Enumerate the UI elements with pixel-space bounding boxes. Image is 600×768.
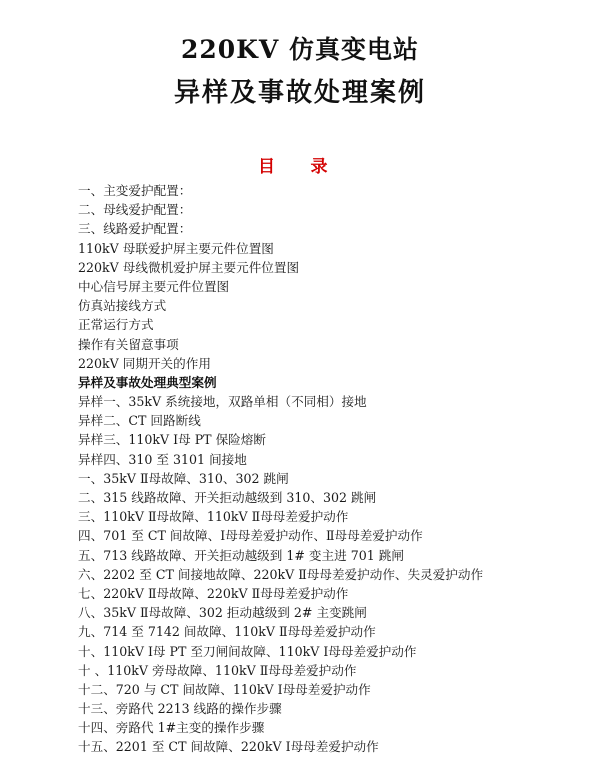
toc-entry: 一、35kV Ⅱ母故障、310、302 跳闸 (78, 470, 289, 486)
toc-entry: 220kV 母线微机爱护屏主要元件位置图 (78, 259, 300, 275)
toc-entry: 异样三、110kV Ⅰ母 PT 保险熔断 (78, 432, 266, 448)
toc-section-heading: 异样及事故处理典型案例 (78, 374, 217, 390)
toc-heading: 目 录 (258, 157, 328, 177)
toc-entry: 正常运行方式 (78, 317, 154, 333)
toc-entry: 异样四、310 至 3101 间接地 (78, 451, 247, 467)
toc-entry: 一、主变爱护配置： (78, 183, 192, 198)
toc-entry: 220kV 同期开关的作用 (78, 355, 211, 371)
toc-entry: 三、线路爱护配置： (78, 221, 192, 237)
toc-entry: 十二、720 与 CT 间故障、110kV Ⅰ母母差爱护动作 (78, 681, 371, 697)
toc-entry: 五、713 线路故障、开关拒动越级到 1# 变主进 701 跳闸 (78, 547, 404, 563)
document-title: 220KV 仿真变电站 (180, 35, 419, 64)
toc-entry: 二、315 线路故障、开关拒动越级到 310、302 跳闸 (78, 490, 377, 505)
toc-entry: 十三、旁路代 2213 线路的操作步骤 (78, 701, 282, 717)
toc-entry: 十 、110kV 旁母故障、110kV Ⅱ母母差爱护动作 (78, 662, 357, 678)
toc-entry: 六、2202 至 CT 间接地故障、220kV Ⅱ母母差爱护动作、失灵爱护动作 (78, 566, 484, 582)
toc-entry: 八、35kV Ⅱ母故障、302 拒动越级到 2# 主变跳闸 (78, 605, 367, 621)
table-of-contents (78, 181, 578, 757)
toc-entry: 九、714 至 7142 间故障、110kV Ⅱ母母差爱护动作 (78, 624, 376, 640)
toc-entry: 中心信号屏主要元件位置图 (78, 278, 230, 294)
toc-entry: 十、110kV Ⅰ母 PT 至刀闸间故障、110kV Ⅰ母母差爱护动作 (78, 643, 417, 659)
document-subtitle: 异样及事故处理案例 (173, 78, 426, 108)
toc-entry: 异样一、35kV 系统接地，双路单相（不同相）接地 (78, 394, 367, 410)
toc-entry: 仿真站接线方式 (78, 298, 167, 314)
toc-entry: 十五、2201 至 CT 间故障、220kV Ⅰ母母差爱护动作 (78, 739, 379, 755)
toc-entry: 二、母线爱护配置： (78, 202, 192, 218)
toc-entry: 110kV 母联爱护屏主要元件位置图 (78, 240, 274, 256)
toc-entry: 三、110kV Ⅱ母故障、110kV Ⅱ母母差爱护动作 (78, 509, 349, 525)
toc-entry: 七、220kV Ⅱ母故障、220kV Ⅱ母母差爱护动作 (78, 585, 349, 601)
toc-entry: 操作有关留意事项 (78, 336, 179, 352)
toc-entry: 十四、旁路代 1#主变的操作步骤 (78, 720, 265, 736)
toc-entry: 四、701 至 CT 间故障、Ⅰ母母差爱护动作、Ⅱ母母差爱护动作 (78, 528, 423, 544)
toc-entry: 异样二、CT 回路断线 (78, 413, 201, 429)
